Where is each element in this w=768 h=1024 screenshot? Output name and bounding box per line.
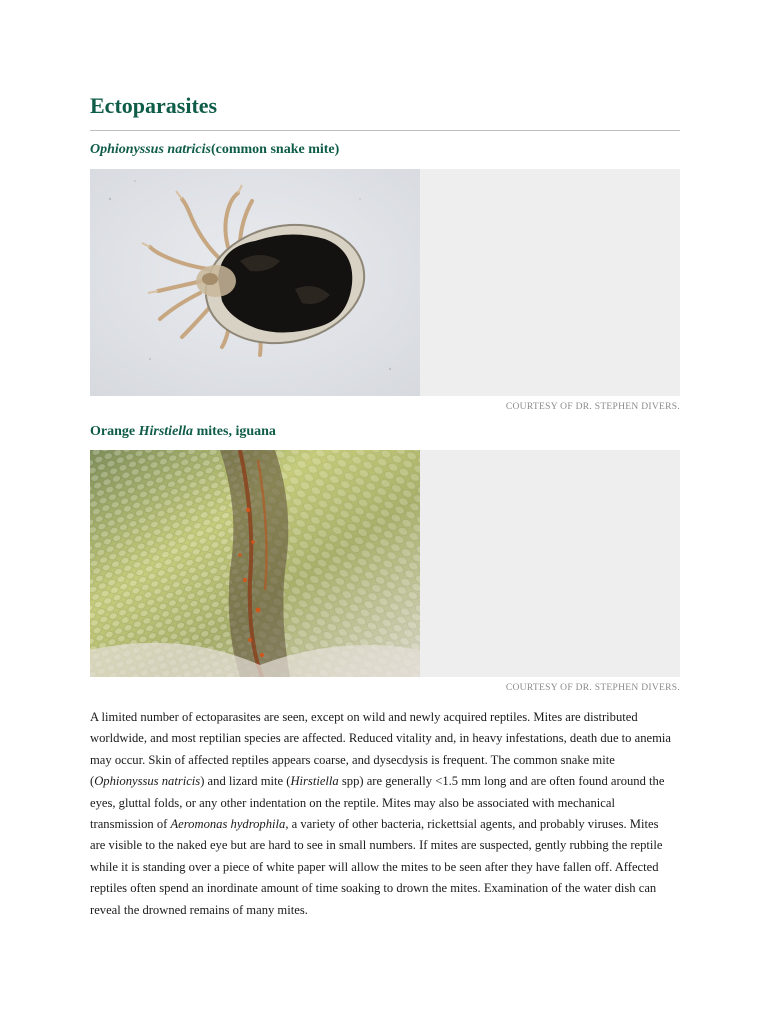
figure-1-heading-rest: (common snake mite) (210, 142, 340, 157)
figure-2-heading-pre: Orange (90, 424, 139, 439)
figure-1-heading (90, 141, 339, 159)
paragraph-text: spp) are generally <1.5 mm long and are often found around the eyes, gluttal folds, or any other indentation on the reptile. Mites may also be associated with mechanical transmission of (90, 774, 665, 832)
figure-1-credit: COURTESY OF DR. STEPHEN DIVERS. (505, 402, 680, 412)
figure-2-heading-rest: mites, iguana (193, 424, 276, 439)
paragraph-species-3: Aeromonas hydrophila (170, 817, 286, 832)
iguana-mites-photo[interactable] (90, 450, 420, 677)
figure-1-species: Ophionyssus natricis (90, 142, 211, 157)
paragraph-species-1: Ophionyssus natricis (94, 774, 201, 789)
paragraph-text: , a variety of other bacteria, rickettsial agents, and probably viruses. Mites are visible to the naked eye but are hard to see in small numbers. If mites are suspected, gently rubbing the reptile while it is standing over a piece of white paper will allow the mites to be seen after they have fallen off. Affected reptiles often spend an inordinate amount of time soaking to drown the mites. Examination of the water dish can reveal the drowned remains of many mites. (90, 817, 663, 917)
figure-2-species: Hirstiella (138, 424, 194, 439)
figure-1-frame (90, 169, 680, 396)
paragraph-text: ) and lizard mite ( (200, 774, 291, 789)
body-paragraph (90, 707, 676, 921)
paragraph-species-2: Hirstiella (290, 774, 339, 789)
figure-2-frame (90, 450, 680, 677)
snake-mite-photo[interactable] (90, 169, 420, 396)
figure-2-heading (90, 423, 276, 441)
paragraph-text: A limited number of ectoparasites are seen, except on wild and newly acquired reptiles. Mites are distributed worldwide, and most reptilian species are affected. Reduced vitality and, in heavy infestations, death due to anemia may occur. Skin of affected reptiles appears coarse, and dysecdysis is frequent. The common snake mite ( (90, 710, 671, 789)
page-title: Ectoparasites (90, 93, 218, 118)
figure-2-credit: COURTESY OF DR. STEPHEN DIVERS. (505, 683, 680, 693)
title-divider (90, 130, 680, 131)
